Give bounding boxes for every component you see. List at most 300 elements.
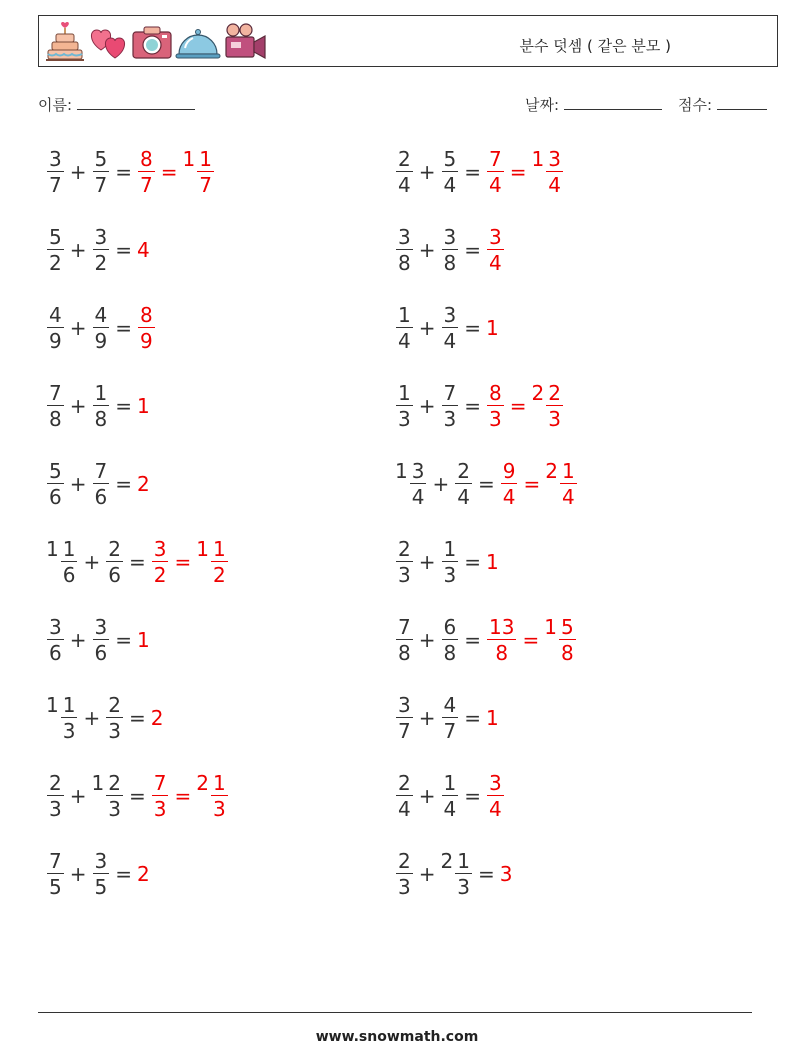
fraction <box>93 225 110 276</box>
addend-1 <box>46 225 65 276</box>
numerator: 1 <box>398 302 411 327</box>
answer <box>137 862 151 886</box>
fraction <box>396 537 413 588</box>
denominator: 3 <box>108 718 121 743</box>
fraction <box>442 225 459 276</box>
equals-sign: = <box>464 394 481 418</box>
fraction <box>93 615 110 666</box>
numerator: 2 <box>398 536 411 561</box>
whole-number: 2 <box>196 770 209 795</box>
plus-sign: + <box>83 706 101 730</box>
fraction <box>396 849 413 900</box>
denominator: 8 <box>560 640 574 665</box>
fraction <box>442 771 459 822</box>
numerator: 2 <box>398 146 411 171</box>
fraction <box>211 771 228 822</box>
answer <box>137 472 151 496</box>
denominator: 5 <box>94 874 108 899</box>
numerator: 1 <box>443 536 457 561</box>
denominator: 8 <box>443 250 457 275</box>
numerator: 13 <box>489 614 515 639</box>
numerator: 1 <box>398 380 411 405</box>
equals-sign: = <box>128 784 146 808</box>
fraction <box>442 693 459 744</box>
plus-sign: + <box>418 394 436 418</box>
numerator: 2 <box>108 536 121 561</box>
addend-2 <box>92 459 111 510</box>
addend-1 <box>395 771 414 822</box>
equals-sign: = <box>477 862 495 886</box>
problem-6 <box>46 530 229 594</box>
denominator: 6 <box>62 562 76 587</box>
whole-number: 1 <box>182 146 196 171</box>
whole-number: 1 <box>46 692 59 717</box>
numerator: 2 <box>398 770 411 795</box>
problem-20 <box>395 842 513 906</box>
fraction <box>47 303 64 354</box>
whole-number: 1 <box>395 458 408 483</box>
answer <box>486 316 500 340</box>
addend-1 <box>46 303 65 354</box>
score-field <box>678 94 767 115</box>
addend-2 <box>92 225 111 276</box>
numerator: 4 <box>49 302 62 327</box>
addend-2 <box>454 459 473 510</box>
denominator: 3 <box>443 406 457 431</box>
whole-number: 3 <box>499 862 513 886</box>
problem-16 <box>395 530 500 594</box>
numerator: 8 <box>140 146 153 171</box>
fraction <box>396 771 413 822</box>
equals-sign: = <box>522 628 540 652</box>
numerator: 7 <box>443 380 457 405</box>
denominator: 9 <box>140 328 153 353</box>
denominator: 7 <box>140 172 153 197</box>
equals-sign: = <box>115 316 132 340</box>
plus-sign: + <box>69 160 87 184</box>
numerator: 3 <box>548 146 561 171</box>
fraction <box>152 771 169 822</box>
numerator: 1 <box>212 536 226 561</box>
numerator: 3 <box>94 848 108 873</box>
numerator: 7 <box>94 458 108 483</box>
fraction <box>442 147 459 198</box>
numerator: 1 <box>443 770 457 795</box>
numerator: 3 <box>94 224 108 249</box>
addend-1 <box>395 147 414 198</box>
denominator: 6 <box>49 484 62 509</box>
fraction <box>396 381 413 432</box>
problem-10 <box>46 842 151 906</box>
equals-sign: = <box>464 784 481 808</box>
whole-number: 2 <box>137 862 150 886</box>
whole-number: 4 <box>137 238 150 262</box>
problem-1 <box>46 140 215 204</box>
numerator: 1 <box>199 146 212 171</box>
answer <box>545 459 577 510</box>
equals-sign: = <box>464 550 481 574</box>
answer <box>486 381 505 432</box>
whole-number: 1 <box>486 706 499 730</box>
equals-sign: = <box>464 238 481 262</box>
fraction <box>106 693 123 744</box>
fraction <box>47 849 64 900</box>
numerator: 3 <box>411 458 425 483</box>
fraction <box>546 381 563 432</box>
denominator: 4 <box>443 796 457 821</box>
addend-1 <box>395 303 414 354</box>
denominator: 4 <box>411 484 425 509</box>
numerator: 3 <box>153 536 167 561</box>
fraction <box>487 381 504 432</box>
equals-sign: = <box>115 160 132 184</box>
plus-sign: + <box>69 472 87 496</box>
numerator: 5 <box>94 146 108 171</box>
fraction <box>487 771 504 822</box>
whole-number: 2 <box>150 706 164 730</box>
equals-sign: = <box>509 394 527 418</box>
header-icons <box>45 20 267 62</box>
fraction <box>93 303 110 354</box>
numerator: 7 <box>49 380 62 405</box>
addend-1 <box>46 693 78 744</box>
fraction <box>396 693 413 744</box>
problem-7 <box>46 608 151 672</box>
fraction <box>396 615 413 666</box>
fraction <box>47 381 64 432</box>
addend-2 <box>92 615 111 666</box>
numerator: 3 <box>49 146 62 171</box>
numerator: 3 <box>443 224 457 249</box>
denominator: 8 <box>398 250 411 275</box>
answer <box>151 706 165 730</box>
numerator: 2 <box>108 692 121 717</box>
date-blank <box>564 95 662 110</box>
whole-number: 2 <box>440 848 454 873</box>
denominator: 3 <box>153 796 167 821</box>
answer <box>486 615 517 666</box>
numerator: 3 <box>443 302 457 327</box>
equals-sign: = <box>174 784 192 808</box>
fraction <box>138 147 155 198</box>
numerator: 3 <box>94 614 108 639</box>
whole-number: 1 <box>196 536 209 561</box>
addend-1 <box>46 615 65 666</box>
plus-sign: + <box>69 628 87 652</box>
fraction <box>455 849 472 900</box>
equals-sign: = <box>115 628 132 652</box>
denominator: 3 <box>457 874 470 899</box>
denominator: 8 <box>49 406 62 431</box>
answer <box>486 771 505 822</box>
plus-sign: + <box>418 160 436 184</box>
addend-1 <box>395 693 414 744</box>
fraction <box>442 615 459 666</box>
fraction <box>442 537 459 588</box>
numerator: 7 <box>489 146 502 171</box>
numerator: 1 <box>62 536 76 561</box>
fraction <box>487 147 504 198</box>
fraction <box>455 459 472 510</box>
numerator: 4 <box>94 302 108 327</box>
denominator: 7 <box>94 172 108 197</box>
problem-12 <box>395 218 505 282</box>
fraction <box>487 615 516 666</box>
answer <box>486 225 505 276</box>
denominator: 4 <box>398 796 411 821</box>
fraction <box>47 615 64 666</box>
fraction <box>47 147 64 198</box>
answer <box>137 628 151 652</box>
fraction <box>211 537 228 588</box>
answer <box>137 238 151 262</box>
plus-sign: + <box>418 316 436 340</box>
plus-sign: + <box>69 784 87 808</box>
fraction <box>106 537 123 588</box>
fraction <box>501 459 518 510</box>
addend-1 <box>46 459 65 510</box>
denominator: 3 <box>108 796 121 821</box>
fraction <box>396 225 413 276</box>
addend-2 <box>441 615 460 666</box>
plus-sign: + <box>83 550 101 574</box>
fraction <box>560 459 577 510</box>
fraction <box>138 303 155 354</box>
whole-number: 2 <box>137 472 150 496</box>
fraction <box>410 459 427 510</box>
equals-sign: = <box>115 862 132 886</box>
denominator: 3 <box>398 562 411 587</box>
cake-icon <box>45 20 85 62</box>
numerator: 1 <box>457 848 470 873</box>
addend-1 <box>46 537 78 588</box>
addend-2 <box>441 693 460 744</box>
name-blank <box>77 95 195 110</box>
denominator: 8 <box>398 640 411 665</box>
numerator: 3 <box>489 224 502 249</box>
whole-number: 1 <box>91 770 105 795</box>
whole-number: 1 <box>137 394 150 418</box>
denominator: 4 <box>443 328 457 353</box>
hearts-icon <box>87 20 129 62</box>
addend-2 <box>92 849 111 900</box>
video-camera-icon <box>223 20 267 62</box>
fraction <box>152 537 169 588</box>
addend-2 <box>105 693 124 744</box>
whole-number: 1 <box>544 614 557 639</box>
plus-sign: + <box>418 706 436 730</box>
numerator: 3 <box>49 614 62 639</box>
problem-5 <box>46 452 151 516</box>
numerator: 2 <box>398 848 411 873</box>
denominator: 4 <box>548 172 561 197</box>
fraction <box>442 303 459 354</box>
plus-sign: + <box>418 784 436 808</box>
denominator: 4 <box>457 484 470 509</box>
numerator: 6 <box>443 614 457 639</box>
denominator: 7 <box>398 718 411 743</box>
fraction <box>546 147 563 198</box>
addend-2 <box>105 537 124 588</box>
denominator: 8 <box>443 640 457 665</box>
fraction <box>47 459 64 510</box>
whole-number: 1 <box>531 146 545 171</box>
problem-19 <box>395 764 505 828</box>
numerator: 1 <box>212 770 226 795</box>
numerator: 3 <box>398 692 411 717</box>
fraction <box>559 615 576 666</box>
addend-2 <box>441 381 460 432</box>
numerator: 7 <box>398 614 411 639</box>
numerator: 3 <box>398 224 411 249</box>
denominator: 7 <box>443 718 457 743</box>
fraction <box>106 771 123 822</box>
name-field <box>38 94 195 115</box>
numerator: 7 <box>49 848 62 873</box>
equals-sign: = <box>464 706 481 730</box>
denominator: 5 <box>49 874 62 899</box>
whole-number: 2 <box>531 380 545 405</box>
addend-1 <box>46 147 65 198</box>
denominator: 4 <box>489 250 502 275</box>
addend-1 <box>395 225 414 276</box>
fraction <box>93 147 110 198</box>
denominator: 4 <box>502 484 516 509</box>
problem-17 <box>395 608 577 672</box>
fraction <box>61 537 78 588</box>
whole-number: 1 <box>486 550 499 574</box>
numerator: 4 <box>443 692 457 717</box>
denominator: 2 <box>94 250 108 275</box>
answer <box>486 550 500 574</box>
equals-sign: = <box>174 550 192 574</box>
numerator: 2 <box>548 380 561 405</box>
numerator: 3 <box>489 770 502 795</box>
fraction <box>93 381 110 432</box>
problem-13 <box>395 296 500 360</box>
name-label: 이름: <box>38 96 73 114</box>
addend-2 <box>441 147 460 198</box>
numerator: 5 <box>49 458 62 483</box>
numerator: 5 <box>560 614 574 639</box>
numerator: 2 <box>49 770 62 795</box>
fraction <box>61 693 78 744</box>
food-cloche-icon <box>175 20 221 62</box>
problem-3 <box>46 296 156 360</box>
footer-divider <box>38 1012 752 1013</box>
plus-sign: + <box>69 238 87 262</box>
fraction <box>197 147 214 198</box>
equals-sign: = <box>464 160 481 184</box>
worksheet-header <box>38 15 778 67</box>
problem-2 <box>46 218 151 282</box>
equals-sign: = <box>128 706 146 730</box>
fraction <box>396 147 413 198</box>
answer <box>544 615 576 666</box>
problem-8 <box>46 686 164 750</box>
footer-url: www.snowmath.com <box>315 1029 479 1045</box>
plus-sign: + <box>418 628 436 652</box>
addend-2 <box>441 225 460 276</box>
addend-2 <box>92 303 111 354</box>
answer <box>532 381 564 432</box>
fraction <box>396 303 413 354</box>
plus-sign: + <box>69 394 87 418</box>
numerator: 1 <box>94 380 108 405</box>
denominator: 9 <box>49 328 62 353</box>
addend-2 <box>92 381 111 432</box>
addend-2 <box>92 771 124 822</box>
denominator: 6 <box>94 640 108 665</box>
denominator: 4 <box>489 796 502 821</box>
whole-number: 1 <box>486 316 499 340</box>
denominator: 3 <box>62 718 76 743</box>
equals-sign: = <box>128 550 146 574</box>
fraction <box>93 459 110 510</box>
equals-sign: = <box>160 160 178 184</box>
denominator: 7 <box>199 172 212 197</box>
addend-1 <box>395 849 414 900</box>
answer <box>486 706 500 730</box>
plus-sign: + <box>432 472 450 496</box>
equals-sign: = <box>509 160 527 184</box>
equals-sign: = <box>115 238 132 262</box>
addend-2 <box>441 303 460 354</box>
addend-2 <box>441 771 460 822</box>
equals-sign: = <box>464 316 481 340</box>
addend-1 <box>395 459 427 510</box>
numerator: 9 <box>502 458 516 483</box>
denominator: 8 <box>94 406 108 431</box>
addend-1 <box>395 537 414 588</box>
score-blank <box>717 95 767 110</box>
equals-sign: = <box>115 394 132 418</box>
addend-2 <box>92 147 111 198</box>
problem-9 <box>46 764 229 828</box>
fraction <box>487 225 504 276</box>
numerator: 7 <box>153 770 167 795</box>
numerator: 5 <box>49 224 62 249</box>
answer <box>151 537 170 588</box>
denominator: 9 <box>94 328 108 353</box>
numerator: 5 <box>443 146 457 171</box>
numerator: 2 <box>457 458 470 483</box>
problem-4 <box>46 374 151 438</box>
equals-sign: = <box>523 472 541 496</box>
denominator: 2 <box>153 562 167 587</box>
denominator: 3 <box>443 562 457 587</box>
fraction <box>47 225 64 276</box>
numerator: 8 <box>489 380 502 405</box>
denominator: 3 <box>49 796 62 821</box>
plus-sign: + <box>418 550 436 574</box>
plus-sign: + <box>69 862 87 886</box>
denominator: 8 <box>495 640 509 665</box>
problem-18 <box>395 686 500 750</box>
numerator: 2 <box>108 770 121 795</box>
denominator: 2 <box>212 562 226 587</box>
denominator: 4 <box>398 328 411 353</box>
denominator: 3 <box>489 406 502 431</box>
addend-2 <box>441 849 473 900</box>
answer <box>486 147 505 198</box>
equals-sign: = <box>115 472 132 496</box>
answer <box>500 862 514 886</box>
worksheet-title: 분수 덧셈 ( 같은 분모 ) <box>519 37 671 55</box>
answer <box>137 303 156 354</box>
addend-2 <box>441 537 460 588</box>
answer <box>137 147 156 198</box>
